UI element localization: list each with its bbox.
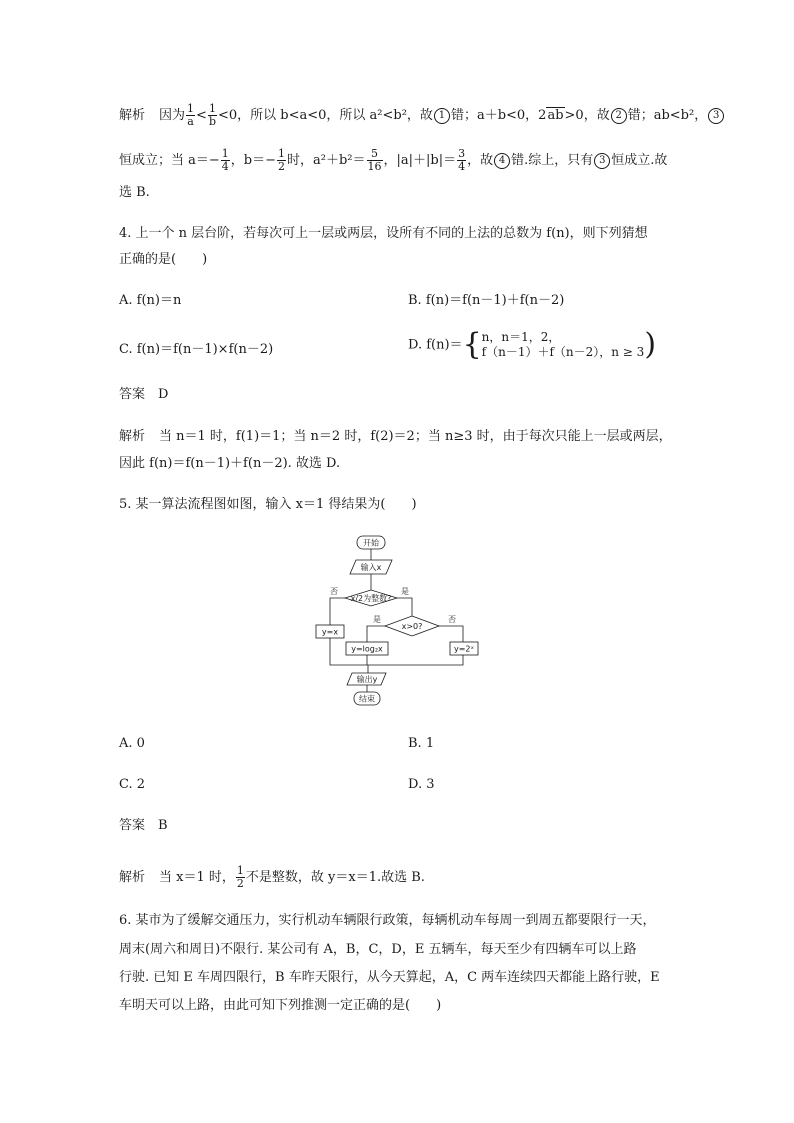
case-2: f（n－1）＋f（n－2），n ≥ 3	[481, 345, 645, 359]
flow-decision2: x>0?	[401, 622, 423, 631]
circled-number: 1	[434, 108, 450, 124]
text: ，|a|＋|b|＝	[383, 153, 457, 168]
num: 1	[208, 102, 216, 115]
text: 不是整数，故 y＝x＝1.故选 B.	[245, 870, 425, 885]
analysis-line-3: 选 B.	[119, 185, 150, 200]
q4-stem-2: 正确的是( )	[119, 252, 208, 267]
circled-number: 4	[494, 153, 510, 169]
num: 1	[278, 147, 285, 160]
q5-option-d: D. 3	[408, 777, 435, 792]
q5-analysis	[119, 865, 425, 890]
q4-option-a: A. f(n)＝n	[119, 293, 182, 308]
flow-y-log: y=log₂x	[351, 644, 383, 654]
den: a	[187, 115, 194, 128]
q4-stem-1: 4. 上一个 n 层台阶，若每次可上一层或两层，设所有不同的上法的总数为 f(n)，则下列猜想	[119, 226, 648, 241]
brace: )	[644, 327, 657, 362]
fraction	[277, 148, 286, 173]
den: 2	[236, 877, 244, 890]
fraction	[186, 103, 195, 128]
flow-end: 结束	[359, 694, 375, 704]
text: 时，a²＋b²＝	[287, 153, 366, 168]
flowchart	[310, 530, 490, 710]
text: 错；a＋b<0，2	[450, 108, 547, 123]
q6-stem-4: 车明天可以上路，由此可知下列推测一定正确的是( )	[119, 998, 442, 1013]
den: 16	[367, 160, 382, 173]
q5-answer: 答案 B	[119, 818, 168, 833]
text: 恒成立.故	[611, 153, 668, 168]
fraction	[457, 148, 466, 173]
flow-y-pow: y=2ˣ	[453, 644, 475, 654]
num: 1	[187, 102, 195, 115]
sqrt: ab	[547, 108, 564, 123]
q5-stem: 5. 某一算法流程图如图，输入 x＝1 得结果为( )	[119, 497, 417, 512]
flow-start: 开始	[363, 538, 379, 548]
text: D. f(n)＝	[408, 337, 463, 353]
text: 当 x＝1 时，	[159, 870, 235, 885]
text: 错；ab<b²，	[627, 108, 708, 123]
q4-answer: 答案 D	[119, 387, 169, 402]
text: <0，所以 b<a<0，所以 a²<b²，故	[217, 108, 433, 123]
num: 3	[458, 147, 466, 160]
circled-number: 3	[594, 153, 610, 169]
fraction	[221, 148, 230, 173]
q5-option-c: C. 2	[119, 777, 146, 792]
q4-option-c: C. f(n)＝f(n－1)×f(n－2)	[119, 342, 274, 357]
text: 当 n＝1 时，f(1)＝1；当 n＝2 时，f(2)＝2；当 n≥3 时，由于每次只能上一层或两层，	[159, 429, 672, 444]
fraction	[208, 103, 217, 128]
circled-number: 3	[708, 108, 724, 124]
fraction	[236, 865, 245, 890]
analysis-label: 解析	[119, 108, 146, 123]
text: ，b＝−	[230, 153, 276, 168]
text: <	[196, 108, 207, 123]
flow-no1: 否	[330, 587, 338, 596]
flow-yes1: 是	[401, 587, 409, 596]
flow-yes2: 是	[373, 615, 381, 624]
q6-stem-2: 周末(周六和周日)不限行. 某公司有 A，B，C，D，E 五辆车，每天至少有四辆车可以上路	[119, 942, 637, 957]
num: 1	[236, 864, 244, 877]
text: >0，故	[564, 108, 610, 123]
analysis-label: 解析	[119, 429, 146, 444]
brace: {	[462, 327, 482, 362]
analysis-line-2	[119, 148, 667, 173]
q5-option-b: B. 1	[408, 736, 435, 751]
den: 4	[458, 160, 466, 173]
piecewise	[482, 330, 645, 360]
fraction	[367, 148, 383, 173]
analysis-line-1	[119, 103, 725, 128]
q5-option-a: A. 0	[119, 736, 145, 751]
text: 恒成立；当 a＝−	[119, 153, 220, 168]
text: 错.综上，只有	[511, 153, 594, 168]
flow-output: 输出y	[356, 675, 378, 684]
circled-number: 2	[611, 108, 627, 124]
case-1: n，n＝1，2，	[481, 330, 561, 344]
q4-analysis-1	[119, 427, 672, 447]
den: b	[208, 115, 216, 128]
num: 1	[221, 147, 229, 160]
den: 4	[221, 160, 229, 173]
flow-input: 输入x	[360, 563, 382, 572]
text: 因为	[159, 108, 186, 123]
flow-no2: 否	[448, 615, 456, 624]
q6-stem-3: 行驶. 已知 E 车周四限行，B 车昨天限行，从今天算起，A，C 两车连续四天都能上路行驶，E	[119, 970, 660, 985]
q4-option-b: B. f(n)＝f(n－1)＋f(n－2)	[408, 293, 565, 308]
flow-decision1: x/2为整数?	[350, 594, 392, 603]
q4-option-d	[408, 327, 657, 362]
q4-analysis-2: 因此 f(n)＝f(n－1)＋f(n－2). 故选 D.	[119, 456, 341, 471]
q6-stem-1: 6. 某市为了缓解交通压力，实行机动车辆限行政策，每辆机动车每周一到周五都要限行一天，	[119, 913, 656, 928]
num: 5	[367, 148, 383, 161]
flow-y-eq-x: y=x	[321, 627, 339, 637]
den: 2	[278, 160, 285, 173]
text: ，故	[467, 153, 494, 168]
analysis-label: 解析	[119, 870, 146, 885]
